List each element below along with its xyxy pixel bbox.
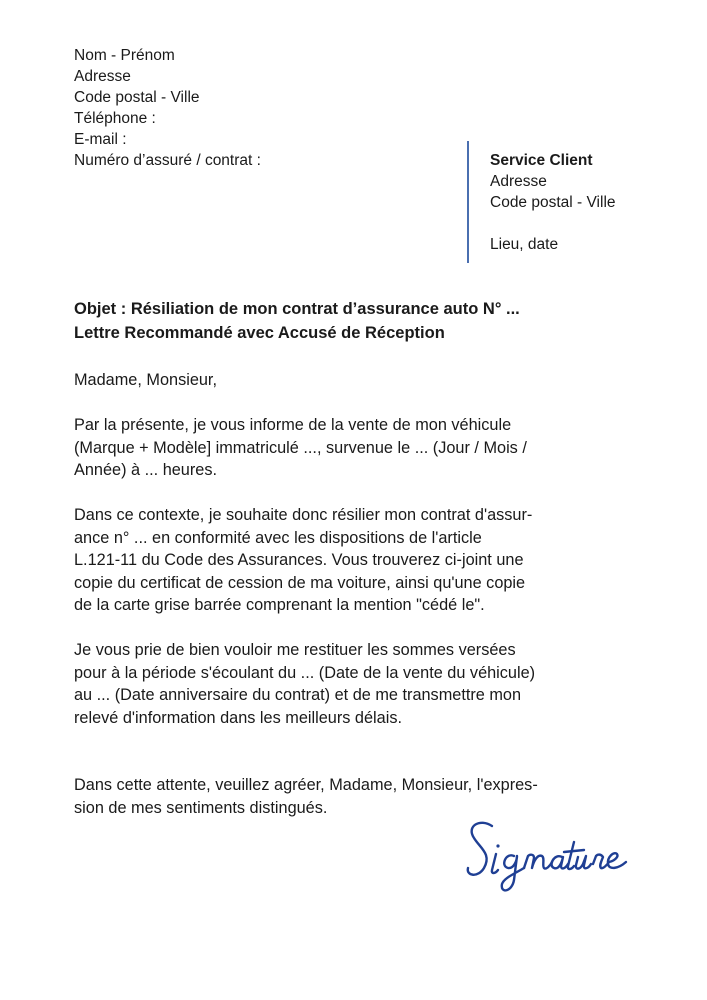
recipient-divider — [467, 141, 469, 263]
sender-city: Code postal - Ville — [74, 89, 200, 106]
paragraph-refund: Je vous prie de bien vouloir me restituer les sommes versées pour à la période s'écoulant du ... (Date de la vente du véhicule) au ... (Date anniversaire du contrat) et de me transmettre mon relevé d'information dans les meilleurs délais. — [74, 641, 536, 727]
closing-formula: Dans cette attente, veuillez agréer, Madame, Monsieur, l'expres- sion de mes sentiments distingués. — [74, 776, 538, 817]
sender-block — [74, 45, 261, 171]
handwritten-signature — [462, 810, 642, 900]
salutation: Madame, Monsieur, — [74, 371, 217, 389]
sender-email: E-mail : — [74, 131, 127, 148]
paragraph-termination: Dans ce contexte, je souhaite donc résilier mon contrat d'assur- ance n° ... en conformité avec les dispositions de l'article L.121-11 du Code des Assurances. Vous trouverez ci-joint une copie du certificat de cession de ma voiture, ainsi qu'une copie de la carte grise barrée comprenant la mention "cédé le". — [74, 506, 533, 614]
recipient-block — [490, 150, 616, 255]
recipient-name: Service Client — [490, 152, 593, 169]
sender-phone: Téléphone : — [74, 110, 156, 127]
sender-policy-number: Numéro d’assuré / contrat : — [74, 152, 261, 169]
subject-line-2: Lettre Recommandé avec Accusé de Réception — [74, 324, 445, 342]
place-date: Lieu, date — [490, 236, 559, 253]
sender-name: Nom - Prénom — [74, 47, 175, 64]
sender-address: Adresse — [74, 68, 131, 85]
letter-subject — [74, 297, 520, 345]
recipient-city: Code postal - Ville — [490, 194, 616, 211]
recipient-address: Adresse — [490, 173, 547, 190]
letter-body — [74, 369, 634, 842]
subject-line-1: Objet : Résiliation de mon contrat d’assurance auto N° ... — [74, 300, 520, 318]
paragraph-vehicle-sale: Par la présente, je vous informe de la vente de mon véhicule (Marque + Modèle] immatriculé ..., survenue le ... (Jour / Mois / Année) à ... heures. — [74, 416, 527, 479]
